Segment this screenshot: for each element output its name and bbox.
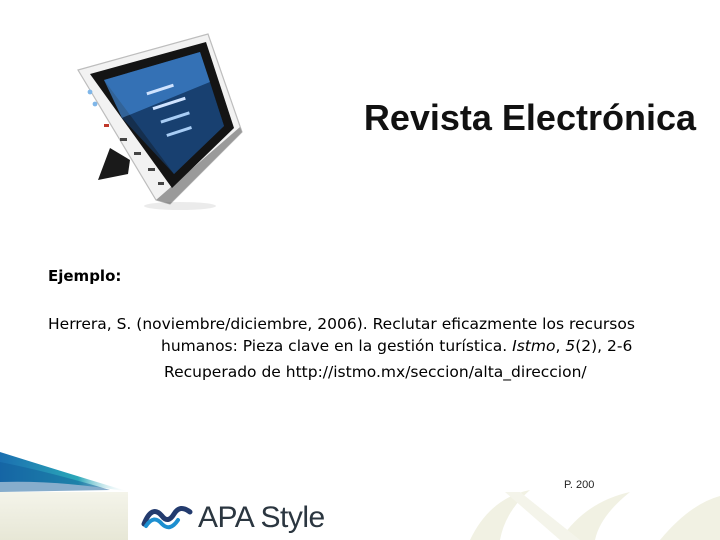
reference-line-1: Herrera, S. (noviembre/diciembre, 2006). Reclutar eficazmente los recursos <box>48 315 635 333</box>
journal-issue-pages: (2), 2-6 <box>575 337 633 355</box>
reference-line-2-text: humanos: Pieza clave en la gestión turística. <box>161 337 513 355</box>
journal-volume: 5 <box>565 337 576 355</box>
reference-citation <box>48 313 688 383</box>
reference-line-3: Recuperado de http://istmo.mx/seccion/alta_direccion/ <box>164 363 587 381</box>
apa-swoosh-icon <box>140 498 196 538</box>
apa-style-text: APA Style <box>198 501 325 534</box>
slide-title: Revista Electrónica <box>363 97 696 138</box>
journal-title: Istmo <box>512 337 556 355</box>
reference-comma: , <box>555 337 566 355</box>
footer-wave-graphic <box>0 452 720 540</box>
tablet-computer-icon <box>70 28 250 213</box>
apa-style-logo <box>140 498 325 538</box>
example-label: Ejemplo: <box>48 267 122 285</box>
reference-line-2 <box>48 335 688 357</box>
page-reference: P. 200 <box>564 479 595 491</box>
tablet-image <box>70 28 250 213</box>
footer-decoration <box>0 452 720 540</box>
